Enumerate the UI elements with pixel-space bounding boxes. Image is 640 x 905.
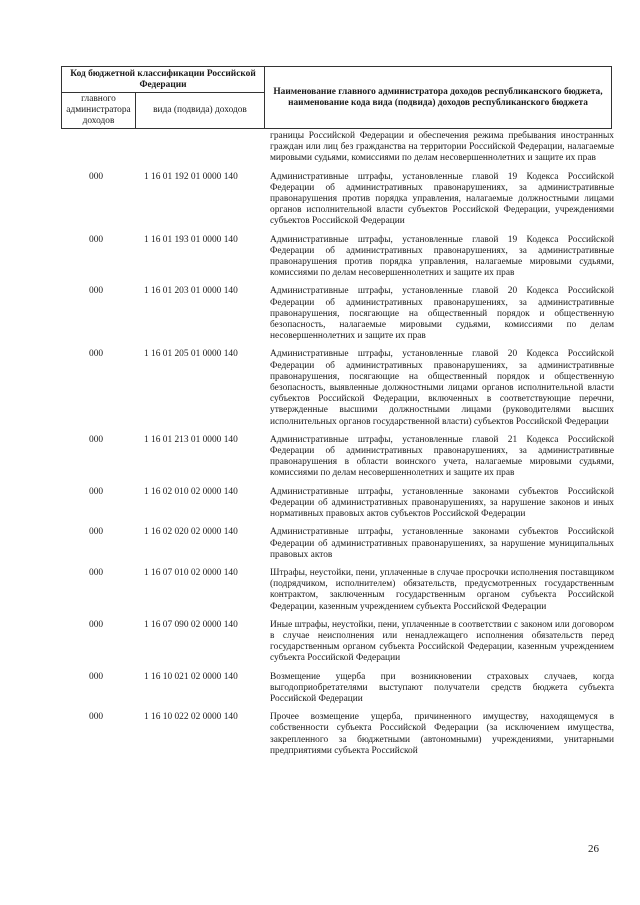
page-number: 26 — [588, 843, 599, 855]
income-code: 1 16 01 205 01 0000 140 — [144, 349, 238, 360]
income-description: Административные штрафы, установленные главой 21 Кодекса Российской Федерации об административных правонарушениях, за административные правонарушения в области воинского учета, налагаемые мировыми судьями, комиссиями по делам несовершеннолетних и защите их прав — [270, 434, 614, 479]
admin-code: 000 — [89, 171, 104, 182]
table-row — [61, 712, 621, 757]
admin-code: 000 — [89, 712, 104, 723]
income-code: 1 16 07 090 02 0000 140 — [144, 619, 238, 630]
income-description: Возмещение ущерба при возникновении страховых случаев, когда выгодоприобретателями выступают получатели средств бюджета субъекта Российской Федерации — [270, 671, 614, 704]
table-row — [61, 568, 621, 613]
header-name-column: Наименование главного администратора доходов республиканского бюджета, наименование кода вида (подвида) доходов республиканского бюджета — [265, 67, 612, 129]
admin-code: 000 — [89, 567, 104, 578]
table-row — [61, 620, 621, 665]
table-row — [61, 235, 621, 280]
table-header — [61, 66, 612, 129]
income-code: 1 16 10 021 02 0000 140 — [144, 671, 238, 682]
header-kind-column: вида (подвида) доходов — [136, 93, 265, 129]
admin-code: 000 — [89, 527, 104, 538]
table-body — [61, 131, 621, 757]
admin-code: 000 — [89, 486, 104, 497]
table-row — [61, 286, 621, 342]
income-code: 1 16 01 193 01 0000 140 — [144, 234, 238, 245]
admin-code: 000 — [89, 286, 104, 297]
table-row — [61, 527, 621, 561]
income-code: 1 16 02 020 02 0000 140 — [144, 527, 238, 538]
income-code: 1 16 01 192 01 0000 140 — [144, 171, 238, 182]
income-description: Прочее возмещение ущерба, причиненного имуществу, находящемуся в собственности субъекта Российской Федерации (за исключением имущества, закрепленного за бюджетными (автономными) учреждениями, унитарными предприятиями субъекта Российской — [270, 712, 614, 756]
header-admin-column: главного администратора доходов — [62, 93, 136, 129]
admin-code: 000 — [89, 234, 104, 245]
table-row — [61, 172, 621, 228]
table-row — [61, 435, 621, 480]
table-row — [61, 349, 621, 427]
income-description: границы Российской Федерации и обеспечения режима пребывания иностранных граждан или лиц без гражданства на территории Российской Федерации, налагаемые мировыми судьями, комиссиями по делам несовершеннолетних и защите их прав — [270, 131, 614, 164]
admin-code: 000 — [89, 671, 104, 682]
income-description: Административные штрафы, установленные главой 20 Кодекса Российской Федерации об административных правонарушениях, за административные правонарушения, посягающие на общественный порядок и общественную безопасность, выявленные должностными лицами органов исполнительной власти субъектов Российской Федерации, включенных в соответствующие перечни, утвержденные высшими должностными лицами (руководителями высших исполнительных органов государственной власти) субъектов Российской Федерации — [270, 349, 614, 427]
table-row — [61, 131, 621, 165]
income-description: Административные штрафы, установленные главой 20 Кодекса Российской Федерации об административных правонарушениях, за административные правонарушения, посягающие на общественный порядок и общественную безопасность, налагаемые мировыми судьями, комиссиями по делам несовершеннолетних и защите их прав — [270, 286, 614, 342]
income-description: Административные штрафы, установленные законами субъектов Российской Федерации об административных правонарушениях, за нарушение муниципальных правовых актов — [270, 527, 614, 560]
table-row — [61, 487, 621, 521]
admin-code: 000 — [89, 434, 104, 445]
income-code: 1 16 07 010 02 0000 140 — [144, 567, 238, 578]
income-description: Административные штрафы, установленные главой 19 Кодекса Российской Федерации об административных правонарушениях, за административные правонарушения против порядка управления, налагаемые должностными лицами органов исполнительной власти субъектов Российской Федерации, учреждениями субъектов Российской Федерации — [270, 171, 614, 227]
income-code: 1 16 01 203 01 0000 140 — [144, 286, 238, 297]
admin-code: 000 — [89, 619, 104, 630]
header-code-group: Код бюджетной классификации Российской Федерации — [62, 67, 265, 93]
income-description: Иные штрафы, неустойки, пени, уплаченные в соответствии с законом или договором в случае неисполнения или ненадлежащего исполнения обязательств перед государственным органом субъекта Российской Федерации, казенным учреждением субъекта Российской Федерации — [270, 619, 614, 664]
admin-code: 000 — [89, 349, 104, 360]
income-description: Административные штрафы, установленные главой 19 Кодекса Российской Федерации об административных правонарушениях, за административные правонарушения против порядка управления, налагаемые мировыми судьями, комиссиями по делам несовершеннолетних и защите их прав — [270, 234, 614, 279]
table-row — [61, 672, 621, 706]
income-code: 1 16 10 022 02 0000 140 — [144, 712, 238, 723]
income-description: Административные штрафы, установленные законами субъектов Российской Федерации об административных правонарушениях, за нарушение законов и иных нормативных правовых актов субъектов Российской Федерации — [270, 486, 614, 520]
income-description: Штрафы, неустойки, пени, уплаченные в случае просрочки исполнения поставщиком (подрядчиком, исполнителем) обязательств, предусмотренных государственным контрактом, заключенным государственным органом субъекта Российской Федерации, казенным учреждением субъекта Российской Федерации — [270, 567, 614, 612]
income-code: 1 16 02 010 02 0000 140 — [144, 486, 238, 497]
income-code: 1 16 01 213 01 0000 140 — [144, 434, 238, 445]
